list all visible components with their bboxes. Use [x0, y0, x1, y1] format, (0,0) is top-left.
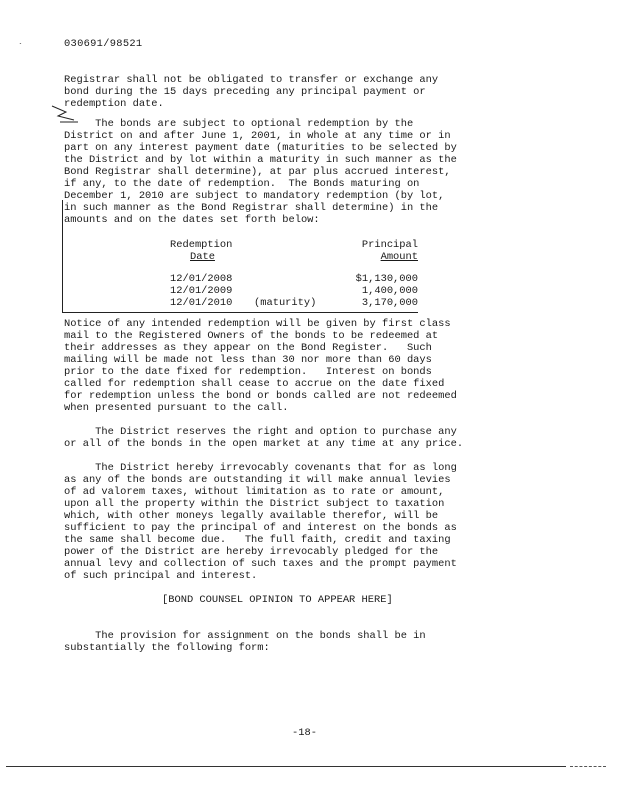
- table-header-row: [170, 239, 430, 251]
- text-line: which, with other moneys legally available therefor, will be: [64, 510, 439, 522]
- text-line: The District hereby irrevocably covenants that for as long: [64, 462, 457, 474]
- text-line: upon all the property within the District subject to taxation: [64, 498, 445, 510]
- redemption-table: [170, 239, 430, 309]
- bond-counsel-placeholder: [BOND COUNSEL OPINION TO APPEAR HERE]: [162, 594, 393, 606]
- text-line: December 1, 2010 are subject to mandatory redemption (by lot,: [64, 190, 445, 202]
- text-line: of ad valorem taxes, without limitation as to rate or amount,: [64, 486, 445, 498]
- text-line: substantially the following form:: [64, 642, 270, 654]
- paragraph-purchase-right: [64, 426, 534, 450]
- text-line: prior to the date fixed for redemption. Interest on bonds: [64, 366, 432, 378]
- paragraph-registrar: [64, 74, 534, 110]
- text-line: power of the District are hereby irrevocably pledged for the: [64, 546, 439, 558]
- handwritten-underline: [62, 312, 418, 313]
- text-line: mail to the Registered Owners of the bonds to be redeemed at: [64, 330, 439, 342]
- text-line: The District reserves the right and option to purchase any: [64, 426, 457, 438]
- header-amount-label: Principal: [361, 239, 418, 251]
- text-line: part on any interest payment date (maturities to be selected by: [64, 142, 457, 154]
- table-row: [170, 297, 430, 309]
- principal-amount: 1,400,000: [361, 285, 418, 297]
- text-line: amounts and on the dates set forth below:: [64, 214, 320, 226]
- paragraph-notice: [64, 318, 534, 414]
- table-header-row: [170, 251, 430, 263]
- text-line: called for redemption shall cease to accrue on the date fixed: [64, 378, 445, 390]
- redemption-note: (maturity): [254, 297, 317, 309]
- footer-rule: [6, 766, 566, 767]
- page-number: -18-: [292, 727, 317, 739]
- paragraph-tax-covenant: [64, 462, 534, 582]
- text-line: District on and after June 1, 2001, in whole at any time or in: [64, 130, 451, 142]
- text-line: redemption date.: [64, 98, 164, 110]
- redemption-date: 12/01/2008: [170, 273, 233, 285]
- text-line: of such principal and interest.: [64, 570, 258, 582]
- text-line: mailing will be made not less than 30 nor more than 60 days: [64, 354, 432, 366]
- handwritten-bracket: [62, 200, 65, 312]
- text-line: sufficient to pay the principal of and interest on the bonds as: [64, 522, 457, 534]
- text-line: Notice of any intended redemption will be given by first class: [64, 318, 451, 330]
- text-line: bond during the 15 days preceding any principal payment or: [64, 86, 426, 98]
- text-line: in such manner as the Bond Registrar shall determine) in the: [64, 202, 439, 214]
- header-date-label: Date: [190, 251, 215, 263]
- text-line: for redemption unless the bond or bonds called are not redeemed: [64, 390, 457, 402]
- text-line: The provision for assignment on the bonds shall be in: [64, 630, 426, 642]
- text-line: when presented pursuant to the call.: [64, 402, 289, 414]
- redemption-date: 12/01/2010: [170, 297, 233, 309]
- margin-tick-mark: `: [18, 43, 23, 52]
- paragraph-assignment: [64, 630, 534, 654]
- text-line: Registrar shall not be obligated to transfer or exchange any: [64, 74, 439, 86]
- principal-amount: $1,130,000: [355, 273, 418, 285]
- text-line: Bond Registrar shall determine), at par plus accrued interest,: [64, 166, 451, 178]
- text-line: as any of the bonds are outstanding it will make annual levies: [64, 474, 451, 486]
- text-line: annual levy and collection of such taxes and the prompt payment: [64, 558, 457, 570]
- text-line: The bonds are subject to optional redemption by the: [64, 118, 414, 130]
- text-line: their addresses as they appear on the Bond Register. Such: [64, 342, 432, 354]
- text-line: if any, to the date of redemption. The Bonds maturing on: [64, 178, 420, 190]
- principal-amount: 3,170,000: [361, 297, 418, 309]
- redemption-date: 12/01/2009: [170, 285, 233, 297]
- document-id: 030691/98521: [64, 38, 143, 50]
- table-row: [170, 285, 430, 297]
- table-row: [170, 273, 430, 285]
- text-line: the District and by lot within a maturity in such manner as the: [64, 154, 457, 166]
- header-date-label: Redemption: [170, 239, 233, 251]
- paragraph-optional-redemption: [64, 118, 534, 226]
- text-line: or all of the bonds in the open market at any time at any price.: [64, 438, 464, 450]
- text-line: the same shall become due. The full faith, credit and taxing: [64, 534, 451, 546]
- footer-rule-dashed: [570, 766, 606, 767]
- header-amount-label: Amount: [380, 251, 418, 263]
